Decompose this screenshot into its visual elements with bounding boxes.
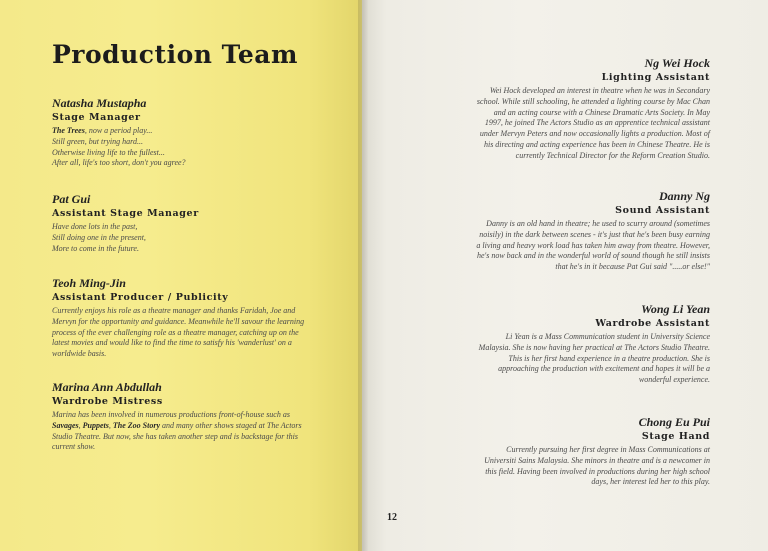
bio-line: Still green, but trying hard... [52,136,143,146]
team-member-danny [430,189,710,273]
page-fold [358,0,368,551]
member-role: Lighting Assistant [601,72,710,83]
member-name: Natasha Mustapha [52,96,147,110]
page-title: Production Team [52,40,298,69]
team-member-marina [52,380,342,453]
bio-line: Currently enjoys his role as a theatre manager and thanks Faridah, Joe and [52,306,296,315]
bio-line: days, her interest led her to this play. [591,477,710,487]
bio-line: he's now back and in the wonderful world of sound though he still insists [476,251,710,261]
member-bio [52,410,342,453]
member-bio [52,126,342,169]
bio-line: Mervyn for the opportunity and guidance. Meanwhile he'll savour the learning [52,316,305,326]
bio-line: Studio Theatre. But now, she has taken another step and is backstage for this [52,431,298,441]
member-role: Sound Assistant [615,205,710,216]
member-name: Pat Gui [52,192,91,206]
team-member-teoh [52,276,342,360]
team-member-li-yean [430,302,710,386]
bio-line: worldwide basis. [52,349,107,359]
bio-line: Currently pursuing her first degree in Mass Communications at [506,445,710,454]
bio-line: a living and heavy work load has taken him away from theatre. However, [476,240,710,250]
member-name: Marina Ann Abdullah [52,380,162,394]
bio-line: Savages, Puppets, The Zoo Story and many other shows staged at The Actors [52,420,302,430]
member-role: Stage Manager [52,112,141,123]
bio-line: his directing and acting experience has been in Chinese Theatre. He is [483,139,710,149]
team-member-natasha [52,96,342,169]
member-name: Chong Eu Pui [638,415,710,429]
member-role: Stage Hand [641,431,710,442]
left-page [0,0,362,551]
bio-line: Have done lots in the past, [52,222,138,231]
member-role: Assistant Producer / Publicity [52,292,229,303]
bio-line: The Trees, now a period play... [52,126,153,135]
team-member-wei-hock [430,56,710,162]
member-bio [430,332,710,386]
team-member-pat [52,192,342,254]
bio-line: More to come in the future. [52,243,139,253]
bio-line: Wei Hock developed an interest in theatre when he was in Secondary [489,86,710,95]
right-page [362,0,768,551]
bio-line: this field. Having been involved in productions during her high school [485,466,710,476]
bio-line: Universiti Sains Malaysia. She minors in theatre and is a newcomer in [484,455,710,465]
bio-line: that he's in it because Pat Gui said ".....or else!" [555,262,710,272]
bio-line: latest movies and would like to find the time to satisfy his 'wanderlust' on a [52,338,292,348]
member-name: Teoh Ming-Jin [52,276,126,290]
bio-line: 1997, he joined The Actors Studio as an apprentice technical assistant [484,118,710,128]
bio-line: Malaysia. She is now having her practical at The Actors Studio Theatre. [478,342,710,352]
member-bio [430,86,710,162]
bio-line: noisily) in the dark between scenes - it's just that he's been busy earning [479,229,710,239]
bio-line: process of the ever challenging role as a theatre manager, catching up on the [52,327,299,337]
page-number: 12 [387,512,397,523]
bio-line: school. While still schooling, he attended a lighting course by Mac Chan [476,96,710,106]
member-bio [52,306,342,360]
team-member-eu-pui [430,415,710,488]
bio-line: Otherwise living life to the fullest... [52,147,165,157]
bio-line: under Mervyn Peters and now occasionally lights a production. Most of [479,129,710,139]
member-name: Ng Wei Hock [644,56,710,70]
member-role: Assistant Stage Manager [52,208,199,219]
member-bio [430,219,710,273]
member-role: Wardrobe Mistress [52,396,163,407]
bio-line: and an acting course with a Chinese Dramatic Arts Society. In May [493,107,710,117]
member-name: Danny Ng [658,189,710,203]
bio-line: Danny is an old hand in theatre; he used to scurry around (sometimes [486,219,710,228]
member-bio [430,445,710,488]
bio-line: Still doing one in the present, [52,232,146,242]
bio-line: This is her first hand experience in a theatre production. She is [508,353,710,363]
bio-line: Li Yean is a Mass Communication student in University Science [505,332,710,341]
bio-line: currently Technical Director for the Reform Creation Studio. [515,150,710,160]
bio-line: wonderful experience. [638,375,710,385]
member-name: Wong Li Yean [641,302,710,316]
bio-line: Marina has been involved in numerous productions front-of-house such as [52,410,290,419]
member-role: Wardrobe Assistant [595,318,710,329]
bio-line: current show. [52,442,96,452]
bio-line: After all, life's too short, don't you agree? [52,158,186,168]
member-bio [52,222,342,254]
bio-line: approaching the production with excitement and hopes it will be a [498,364,710,374]
